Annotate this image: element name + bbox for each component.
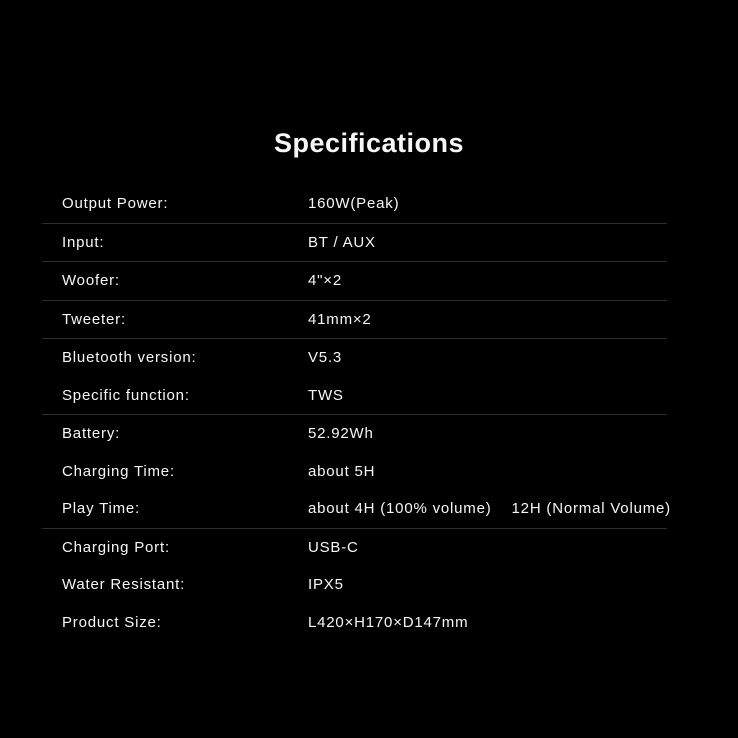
spec-value: 160W(Peak) <box>308 195 400 213</box>
spec-group <box>42 415 671 529</box>
spec-value: about 4H (100% volume) <box>308 500 492 518</box>
spec-value: IPX5 <box>308 576 344 594</box>
spec-table <box>42 185 671 641</box>
spec-row <box>42 262 667 300</box>
spec-value: about 5H <box>308 462 376 480</box>
spec-value-secondary: 12H (Normal Volume) <box>511 500 671 518</box>
spec-row <box>42 301 667 339</box>
spec-label: Charging Port: <box>62 538 170 556</box>
spec-label: Charging Time: <box>62 462 175 480</box>
spec-row <box>42 415 667 453</box>
spec-label: Water Resistant: <box>62 576 186 594</box>
spec-group <box>42 529 667 642</box>
spec-group <box>42 262 667 301</box>
spec-value: BT / AUX <box>308 233 376 251</box>
spec-label: Product Size: <box>62 613 162 631</box>
spec-label: Battery: <box>62 425 121 443</box>
spec-row <box>42 566 667 604</box>
spec-value: L420×H170×D147mm <box>308 613 469 631</box>
spec-group <box>42 339 667 415</box>
spec-value: USB-C <box>308 538 359 556</box>
spec-label: Specific function: <box>62 386 190 404</box>
spec-label: Woofer: <box>62 272 120 290</box>
spec-value: 4"×2 <box>308 272 342 290</box>
spec-row <box>42 185 667 223</box>
spec-row <box>42 604 667 642</box>
spec-label: Tweeter: <box>62 310 126 328</box>
spec-label: Output Power: <box>62 195 169 213</box>
spec-label: Input: <box>62 233 105 251</box>
spec-value: TWS <box>308 386 344 404</box>
spec-row <box>42 377 667 415</box>
spec-group <box>42 301 667 340</box>
spec-label: Play Time: <box>62 500 141 518</box>
page-title: Specifications <box>273 128 465 158</box>
spec-group <box>42 185 667 224</box>
spec-group <box>42 224 667 263</box>
spec-value: V5.3 <box>308 349 343 367</box>
spec-label: Bluetooth version: <box>62 349 197 367</box>
spec-value: 52.92Wh <box>308 425 374 443</box>
spec-row <box>42 224 667 262</box>
spec-row <box>42 339 667 377</box>
spec-row <box>42 529 667 567</box>
spec-value: 41mm×2 <box>308 310 372 328</box>
spec-row <box>42 453 667 491</box>
spec-row <box>42 490 671 528</box>
